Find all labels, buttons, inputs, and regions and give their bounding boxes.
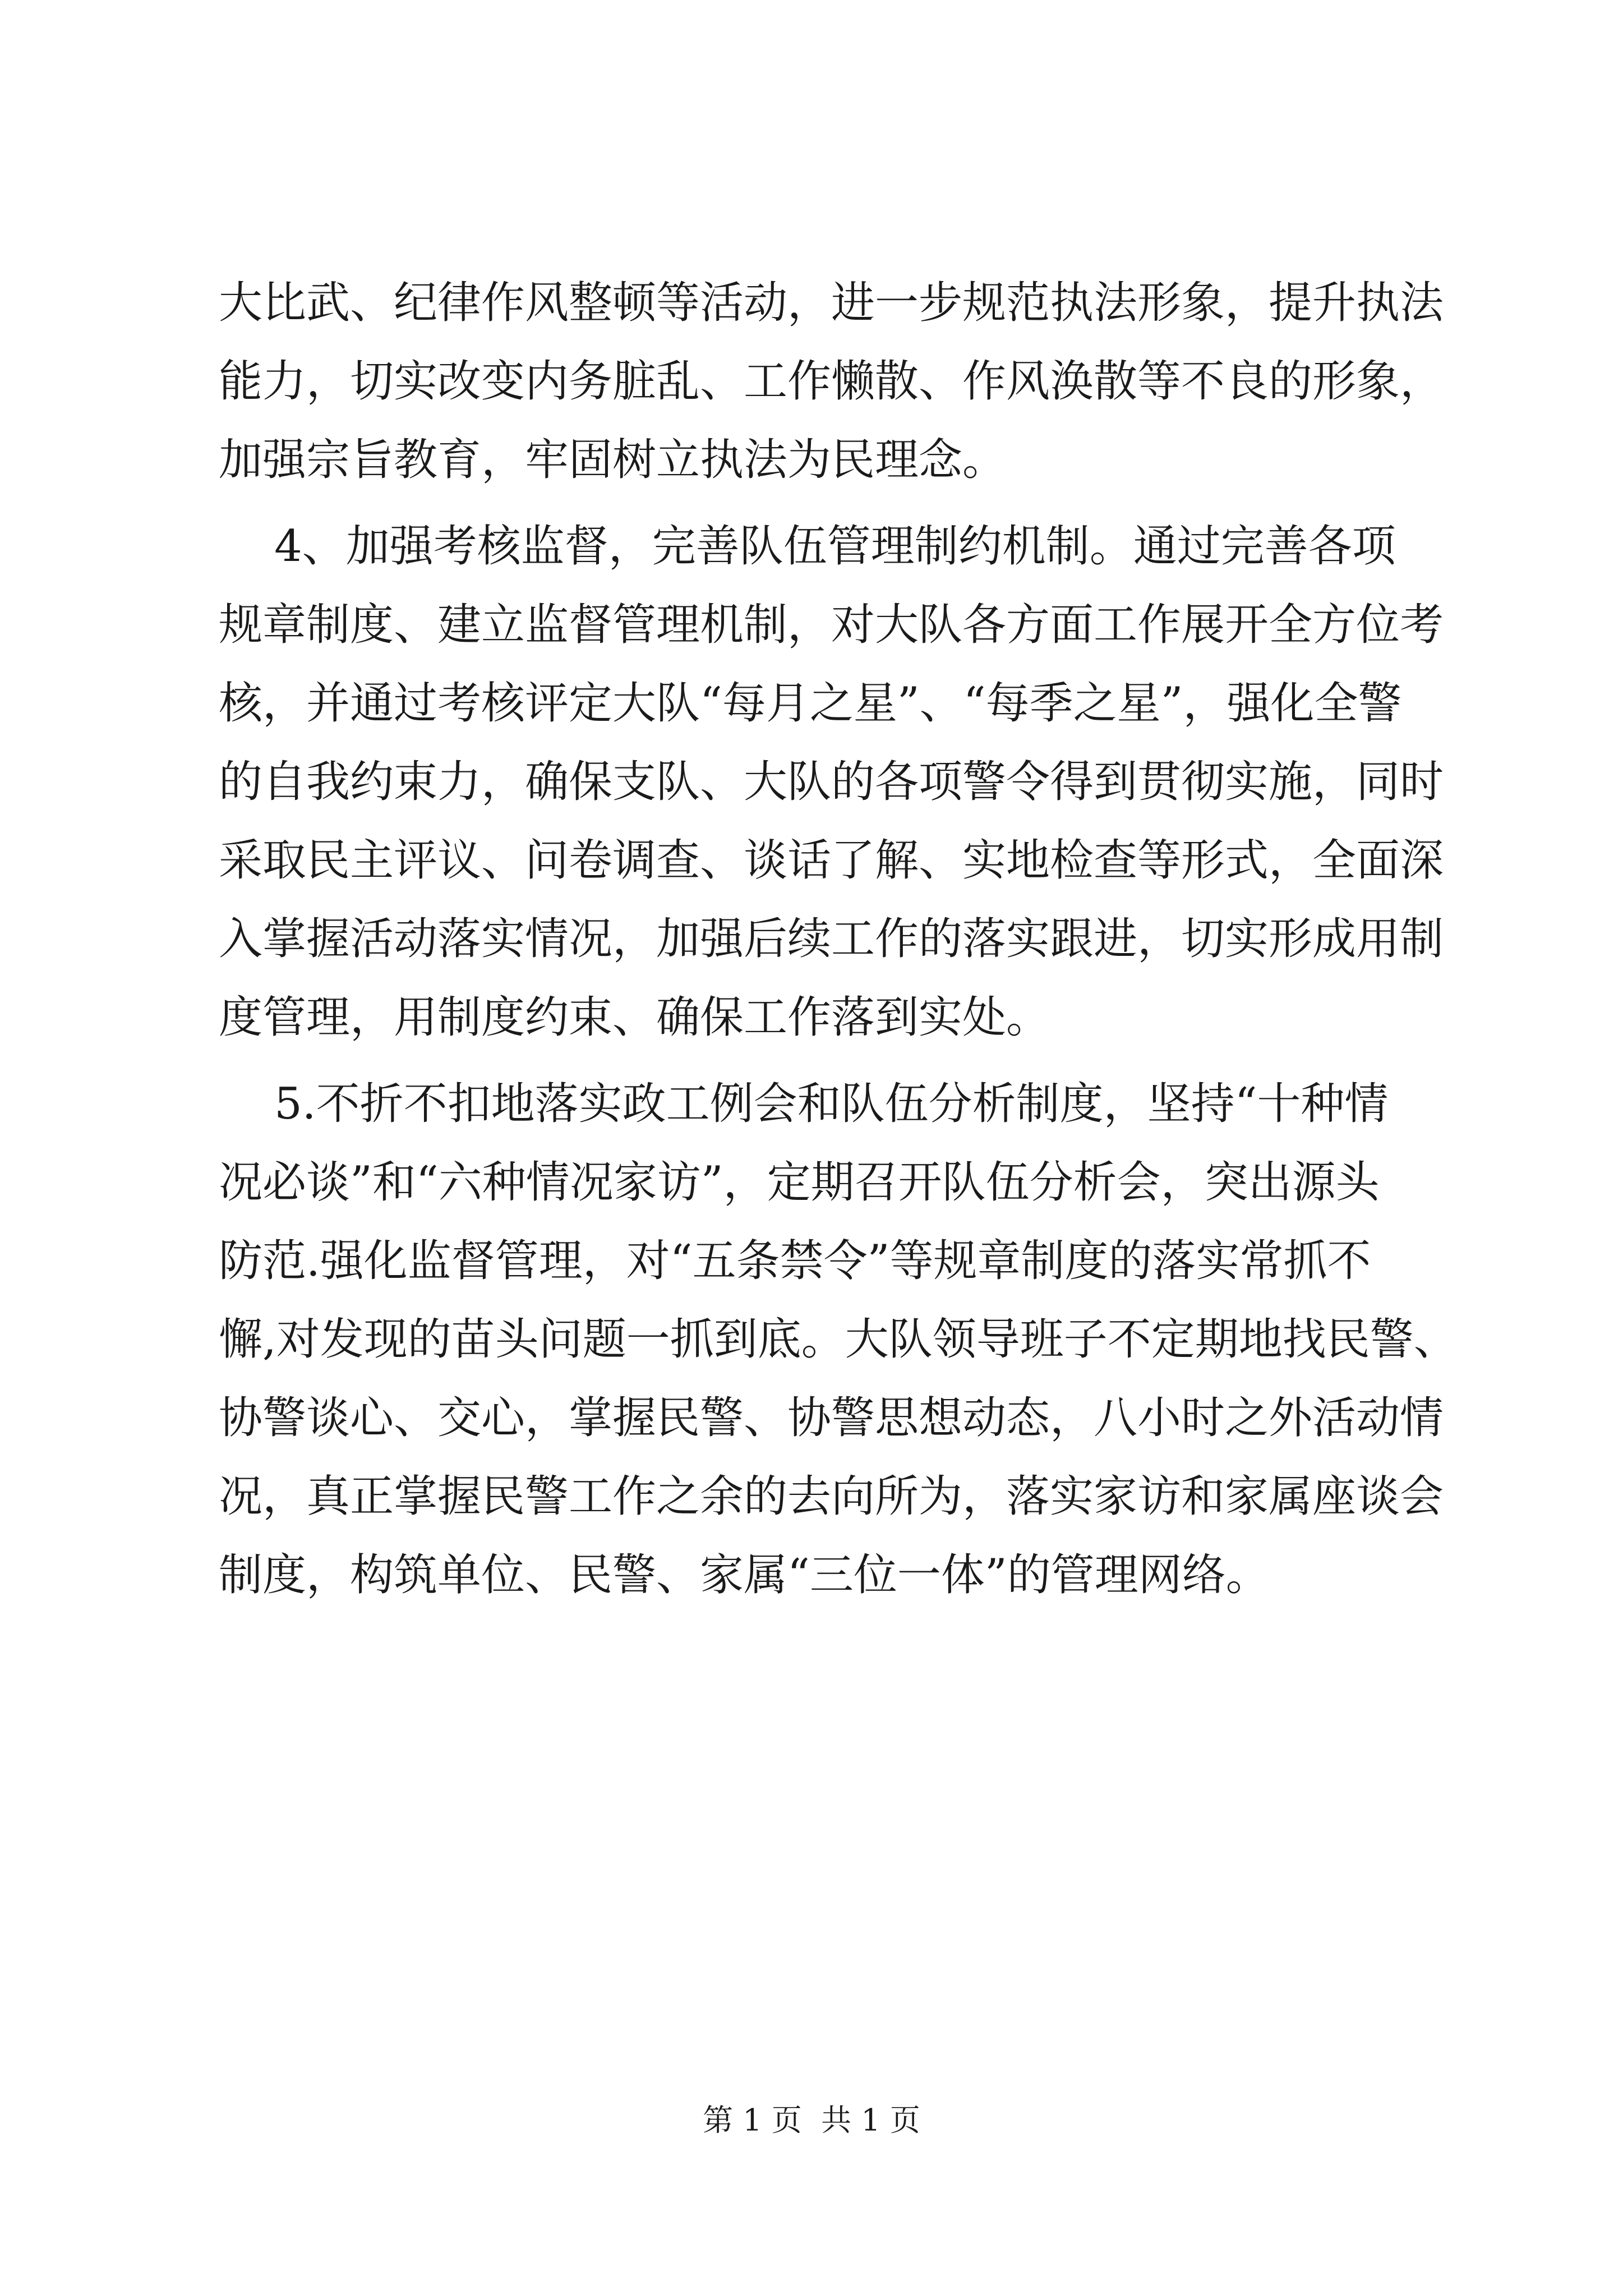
paragraph	[219, 264, 1444, 499]
page-footer	[0, 2101, 1623, 2140]
text-line: 懈,对发现的苗头问题一抓到底。大队领导班子不定期地找民警、	[219, 1314, 1458, 1365]
text-line: 能力，切实改变内务脏乱、工作懒散、作风涣散等不良的形象，	[219, 356, 1444, 407]
text-line: 大比武、纪律作风整顿等活动，进一步规范执法形象，提升执法	[219, 278, 1444, 328]
paragraph	[219, 507, 1444, 1057]
text-line: 况，真正掌握民警工作之余的去向所为，落实家访和家属座谈会	[219, 1471, 1444, 1522]
text-line: 防范.强化监督管理，对“五条禁令”等规章制度的落实常抓不	[219, 1236, 1371, 1286]
text-line: 采取民主评议、问卷调查、谈话了解、实地检查等形式，全面深	[219, 835, 1444, 886]
text-line: 制度，构筑单位、民警、家属“三位一体”的管理网络。	[219, 1550, 1270, 1600]
text-line: 规章制度、建立监督管理机制，对大队各方面工作展开全方位考	[219, 600, 1444, 650]
paragraph-gap	[219, 1057, 1413, 1065]
page-number: 第 1 页 共 1 页	[703, 2102, 920, 2138]
text-line: 度管理，用制度约束、确保工作落到实处。	[219, 992, 1050, 1043]
body-text	[219, 264, 1458, 1614]
text-line: 的自我约束力，确保支队、大队的各项警令得到贯彻实施，同时	[219, 757, 1444, 807]
paragraph	[219, 1065, 1458, 1614]
text-line: 协警谈心、交心，掌握民警、协警思想动态，八小时之外活动情	[219, 1393, 1444, 1443]
text-line: 加强宗旨教育，牢固树立执法为民理念。	[219, 435, 1007, 485]
text-line: 核，并通过考核评定大队“每月之星”、“每季之星”，强化全警	[219, 678, 1402, 729]
paragraph-gap	[219, 499, 1413, 507]
text-line: 5.不折不扣地落实政工例会和队伍分析制度，坚持“十种情	[219, 1079, 1389, 1129]
text-line: 4、加强考核监督，完善队伍管理制约机制。通过完善各项	[219, 521, 1396, 572]
text-line: 况必谈”和“六种情况家访”，定期召开队伍分析会，突出源头	[219, 1157, 1380, 1208]
text-line: 入掌握活动落实情况，加强后续工作的落实跟进，切实形成用制	[219, 914, 1444, 964]
